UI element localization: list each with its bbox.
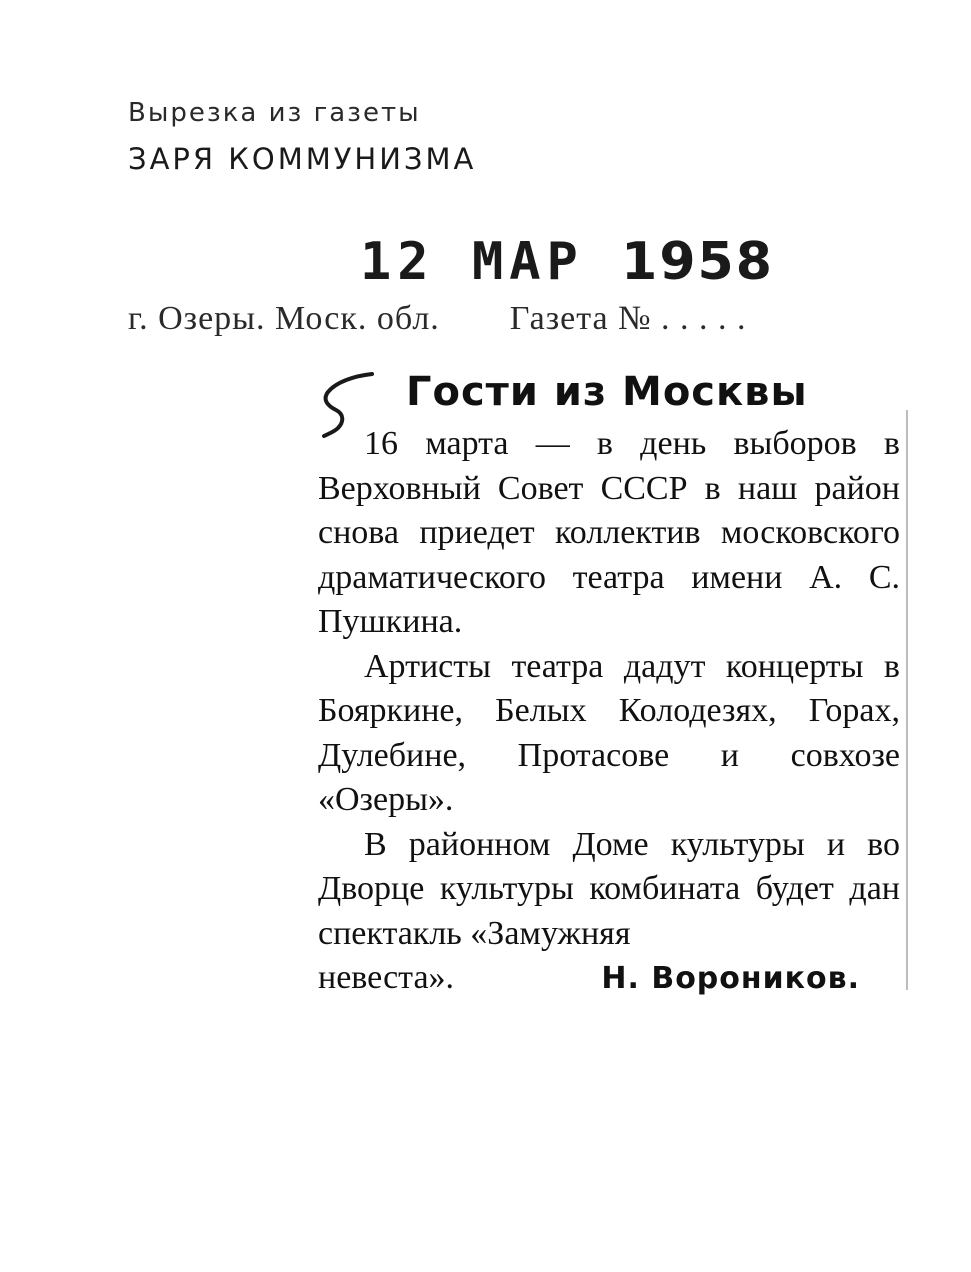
date-stamp <box>360 232 774 292</box>
article-paragraph: В районном Доме культуры и во Дворце культуры комбината будет дан спектакль «Замужняя <box>318 825 900 952</box>
byline-row <box>318 956 900 1001</box>
closing-words: невеста». <box>318 959 455 996</box>
newspaper-name: ЗАРЯ КОММУНИЗМА <box>128 142 477 176</box>
paper-number: Газета № . . . . . <box>509 300 747 337</box>
date-stamp-day: 12 <box>360 232 435 292</box>
article-headline: Гости из Москвы <box>406 369 808 415</box>
article <box>318 362 900 1001</box>
location-line <box>128 300 888 338</box>
date-stamp-month: МАР <box>471 232 584 292</box>
location-text: г. Озеры. Моск. обл. <box>128 300 440 337</box>
article-author: Н. Вороников. <box>601 961 860 996</box>
clipping-edge <box>906 410 908 990</box>
pencil-mark-icon <box>314 364 394 444</box>
date-stamp-year: 1958 <box>621 232 774 292</box>
clipping-label: Вырезка из газеты <box>128 98 421 128</box>
article-paragraph: 16 марта — в день выборов в Верховный Совет СССР в наш район снова приедет коллектив московского драматического театра имени А. С. Пушкина. <box>318 425 900 640</box>
article-paragraph: Артисты театра дадут концерты в Бояркине, Белых Колодезях, Горах, Дулебине, Протасове и совхозе «Озеры». <box>318 647 900 818</box>
